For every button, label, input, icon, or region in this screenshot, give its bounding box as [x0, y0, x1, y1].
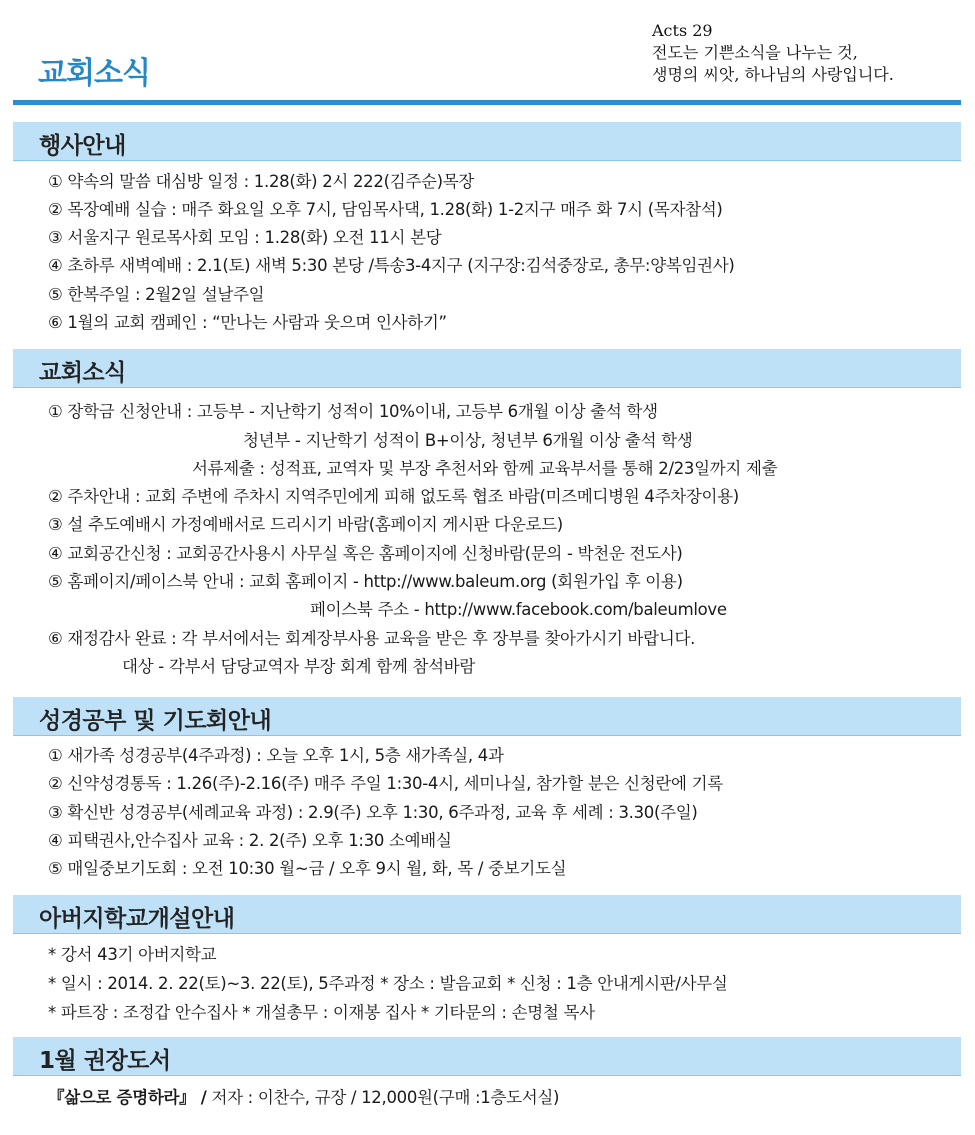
motto-block: [652, 20, 894, 86]
list-item: ③ 서울지구 원로목사회 모임 : 1.28(화) 오전 11시 본당: [48, 228, 442, 247]
list-item: * 강서 43기 아버지학교: [48, 945, 217, 964]
section-header-recommended-book: [13, 1037, 961, 1076]
page-header: [0, 0, 975, 110]
list-item: ① 장학금 신청안내 : 고등부 - 지난학기 성적이 10%이내, 고등부 6개월 이상 출석 학생: [48, 402, 658, 421]
section-title: 아버지학교개설안내: [39, 906, 235, 932]
list-item: ② 주차안내 : 교회 주변에 주차시 지역주민에게 피해 없도록 협조 바람(미즈메디병원 4주차장이용): [48, 487, 739, 506]
list-item: ① 새가족 성경공부(4주과정) : 오늘 오후 1시, 5층 새가족실, 4과: [48, 746, 504, 765]
section-header-bible-study: [13, 697, 961, 736]
list-item: ④ 피택권사,안수집사 교육 : 2. 2(주) 오후 1:30 소예배실: [48, 831, 452, 850]
list-item: 대상 - 각부서 담당교역자 부장 회계 함께 참석바람: [122, 657, 476, 676]
list-item: * 파트장 : 조정갑 안수집사 * 개설총무 : 이재봉 집사 * 기타문의 : 손명철 목사: [48, 1003, 595, 1022]
list-item: 페이스북 주소 - http://www.facebook.com/baleumlove: [310, 600, 727, 619]
list-item: ④ 초하루 새벽예배 : 2.1(토) 새벽 5:30 본당 /특송3-4지구 (지구장:김석중장로, 총무:양복임권사): [48, 256, 735, 275]
list-item: ⑤ 홈페이지/페이스북 안내 : 교회 홈페이지 - http://www.baleum.org (회원가입 후 이용): [48, 572, 683, 591]
section-title: 행사안내: [39, 133, 126, 159]
motto-line: 생명의 씨앗, 하나님의 사랑입니다.: [652, 65, 894, 84]
page-title: 교회소식: [38, 56, 150, 91]
section-title: 교회소식: [39, 360, 126, 386]
list-item: ⑥ 1월의 교회 캠페인 : “만나는 사람과 웃으며 인사하기”: [48, 313, 447, 332]
book-recommendation: [48, 1087, 559, 1109]
list-item: ⑤ 한복주일 : 2월2일 설날주일: [48, 285, 265, 304]
section-header-father-school: [13, 895, 961, 934]
list-item: ⑤ 매일중보기도회 : 오전 10:30 월~금 / 오후 9시 월, 화, 목 / 중보기도실: [48, 859, 567, 878]
list-item: ① 약속의 말씀 대심방 일정 : 1.28(화) 2시 222(김주순)목장: [48, 172, 475, 191]
list-item: 청년부 - 지난학기 성적이 B+이상, 청년부 6개월 이상 출석 학생: [243, 431, 693, 450]
list-item: ② 목장예배 실습 : 매주 화요일 오후 7시, 담임목사댁, 1.28(화) 1-2지구 매주 화 7시 (목자참석): [48, 200, 723, 219]
list-item: ③ 확신반 성경공부(세례교육 과정) : 2.9(주) 오후 1:30, 6주과정, 교육 후 세례 : 3.30(주일): [48, 803, 698, 822]
section-title: 성경공부 및 기도회안내: [39, 708, 272, 734]
list-item: ② 신약성경통독 : 1.26(주)-2.16(주) 매주 주일 1:30-4시, 세미나실, 참가할 분은 신청란에 기록: [48, 774, 723, 793]
book-info: 저자 : 이찬수, 규장 / 12,000원(구매 :1층도서실): [206, 1088, 560, 1107]
header-divider: [13, 100, 961, 105]
list-item: 서류제출 : 성적표, 교역자 및 부장 추천서와 함께 교육부서를 통해 2/23일까지 제출: [192, 459, 778, 478]
list-item: ④ 교회공간신청 : 교회공간사용시 사무실 혹은 홈페이지에 신청바람(문의 - 박천운 전도사): [48, 544, 683, 563]
motto-line: Acts 29: [652, 21, 713, 40]
motto-line: 전도는 기쁜소식을 나누는 것,: [652, 43, 858, 62]
section-title: 1월 권장도서: [39, 1048, 171, 1074]
section-header-events: [13, 122, 961, 161]
list-item: ⑥ 재정감사 완료 : 각 부서에서는 회계장부사용 교육을 받은 후 장부를 찾아가시기 바랍니다.: [48, 629, 696, 648]
section-header-church-news: [13, 349, 961, 388]
book-title: 『삶으로 증명하라』 /: [48, 1088, 207, 1107]
list-item: * 일시 : 2014. 2. 22(토)~3. 22(토), 5주과정 * 장소 : 발음교회 * 신청 : 1층 안내게시판/사무실: [48, 974, 728, 993]
list-item: ③ 설 추도예배시 가정예배서로 드리시기 바람(홈페이지 게시판 다운로드): [48, 515, 563, 534]
